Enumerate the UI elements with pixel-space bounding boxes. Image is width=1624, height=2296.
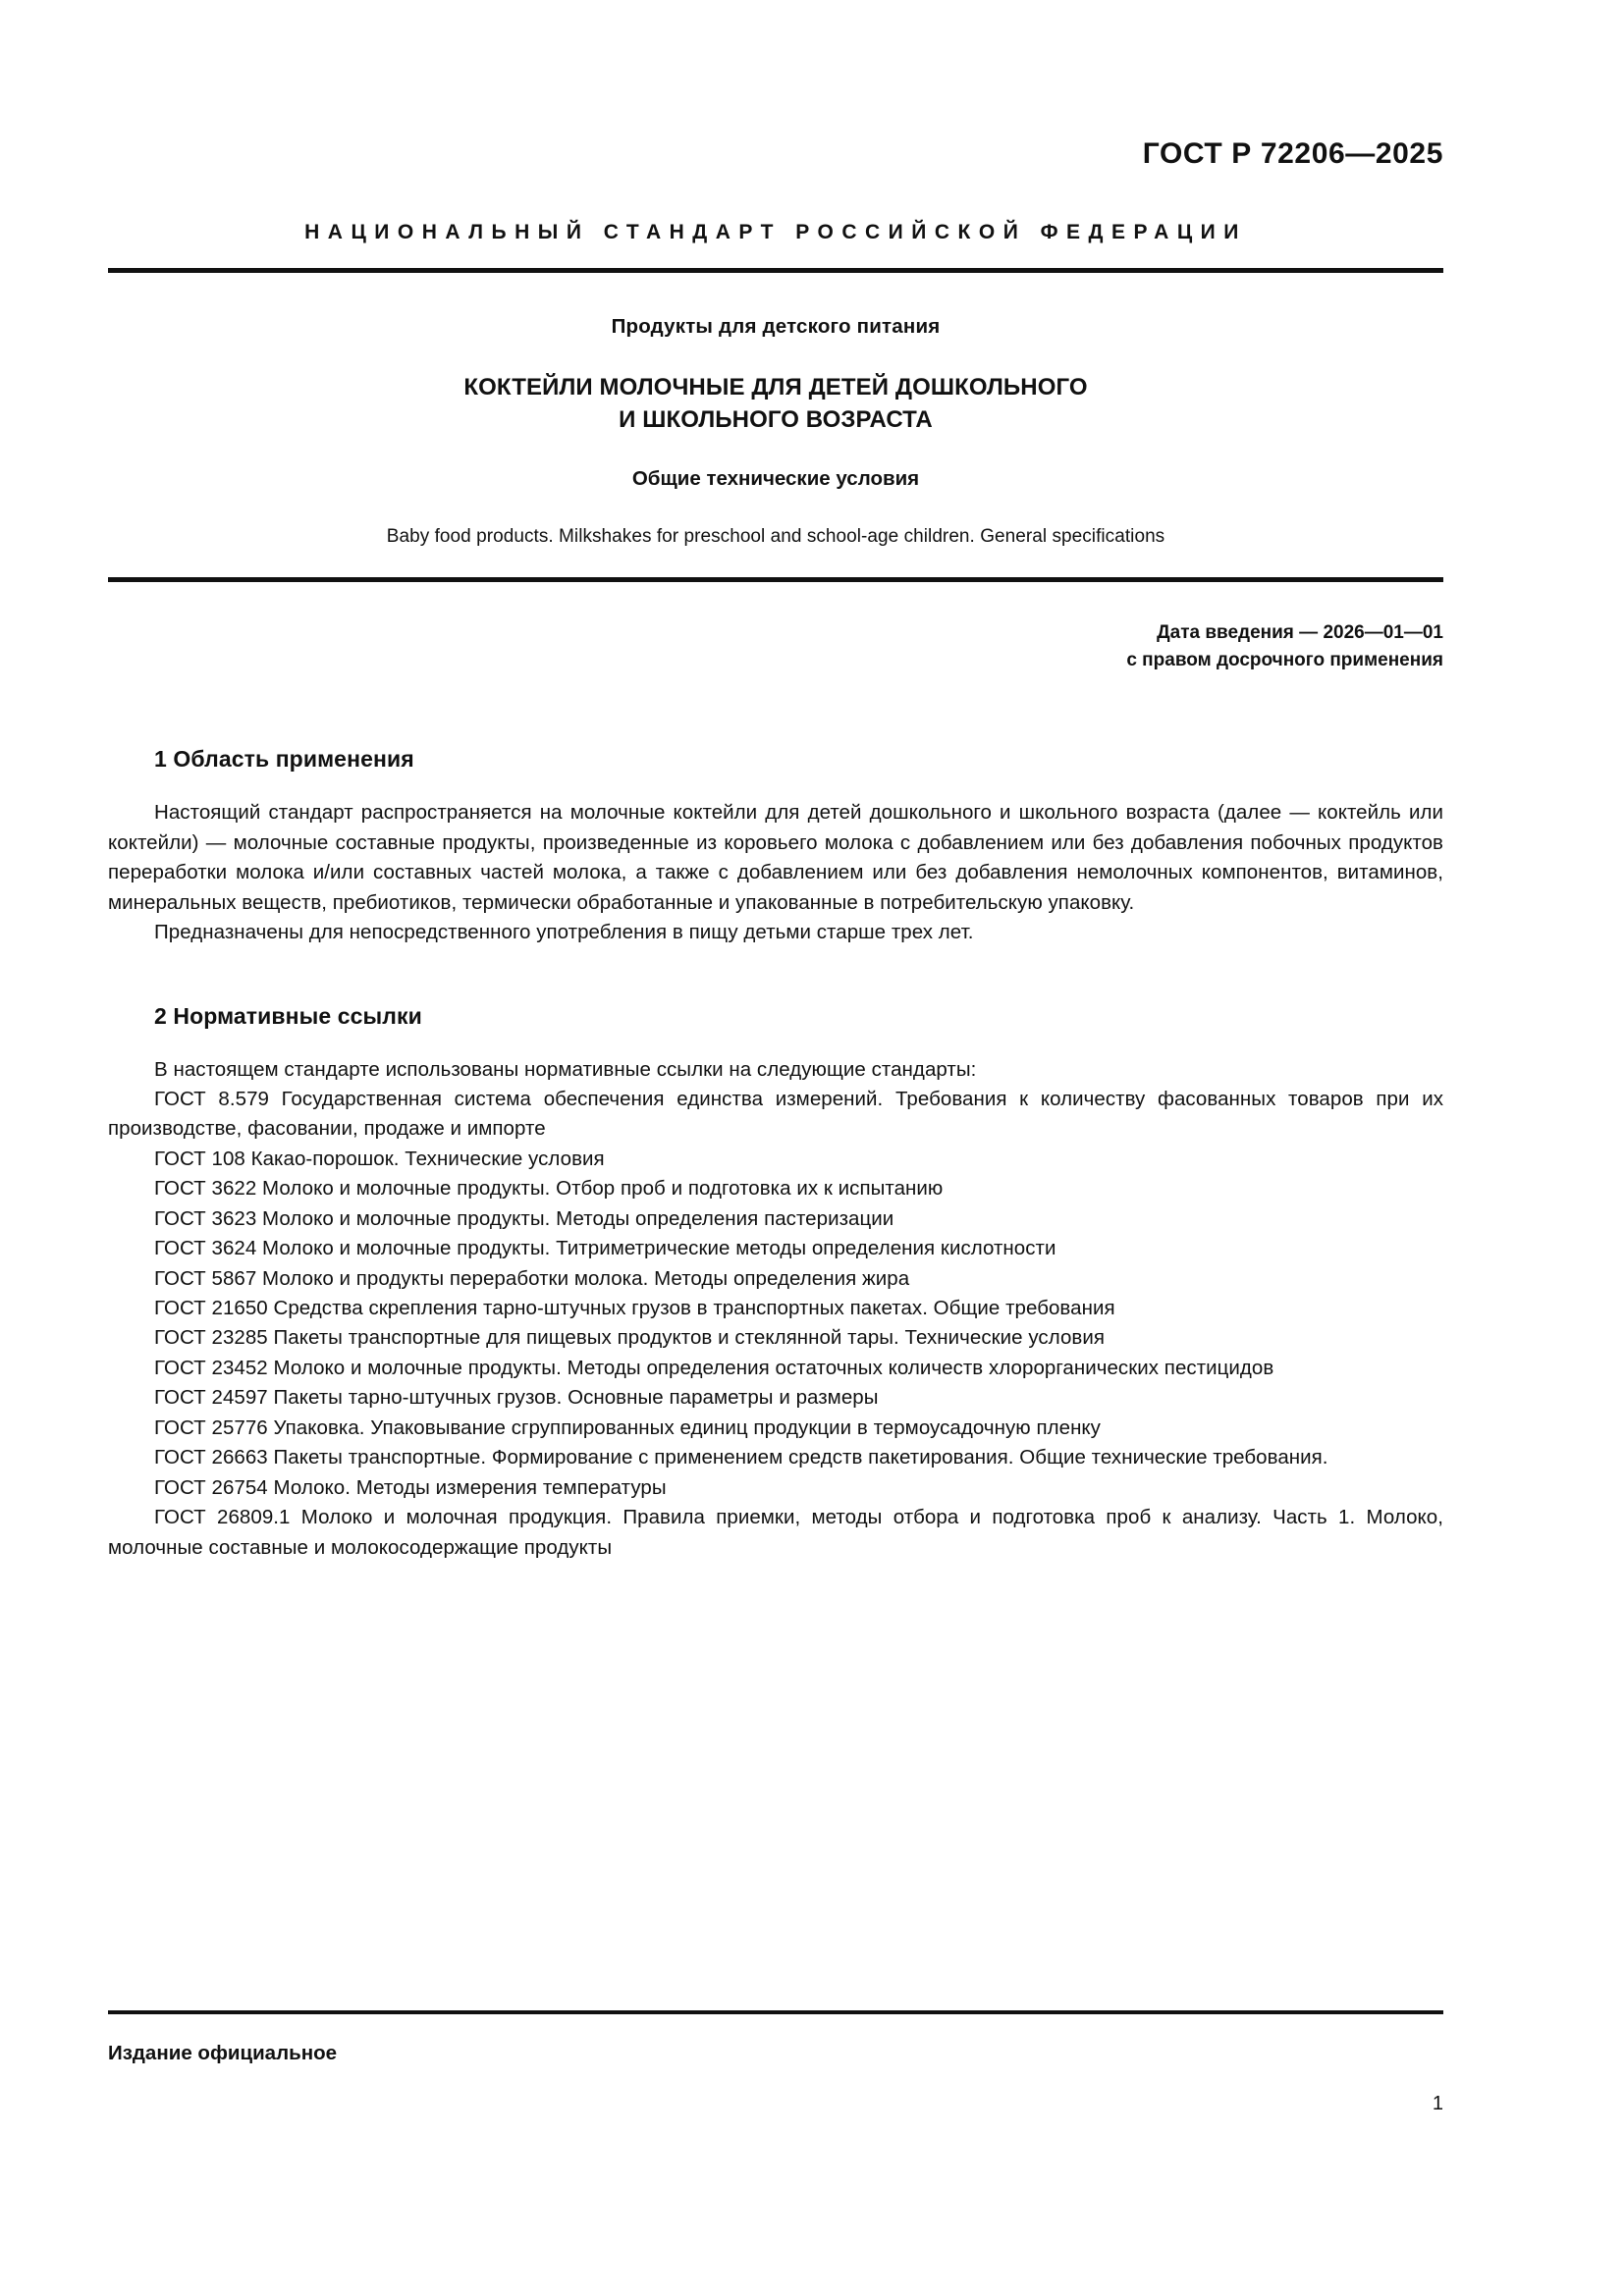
section-scope-paragraph-1: Настоящий стандарт распространяется на молочные коктейли для детей дошкольного и школьного возраста (далее — коктейль или коктейли) — молочные составные продукты, произведенные из коровьего молока с добавлением или без добавления побочных продуктов переработки молока и/или составных частей молока, а также с добавлением или без добавления немолочных компонентов, витаминов, минеральных веществ, пребиотиков, термически обработанные и упакованные в потребительскую упаковку. [108,801,1443,914]
document-title [108,371,1443,436]
section-scope-heading: 1 Область применения [154,746,414,773]
section-normative-references-heading: 2 Нормативные ссылки [154,1002,422,1029]
normative-reference-item: ГОСТ 25776 Упаковка. Упаковывание сгруппированных единиц продукции в термоусадочную пленку [154,1415,1101,1439]
page-number: 1 [1432,2093,1443,2114]
page-footer [108,2010,1443,2114]
normative-reference-item: ГОСТ 23452 Молоко и молочные продукты. Методы определения остаточных количеств хлорорганических пестицидов [154,1356,1274,1379]
normative-reference-item: ГОСТ 5867 Молоко и продукты переработки молока. Методы определения жира [154,1266,910,1290]
normative-reference-item: ГОСТ 3623 Молоко и молочные продукты. Методы определения пастеризации [154,1206,894,1230]
normative-reference-item: ГОСТ 26663 Пакеты транспортные. Формирование с применением средств пакетирования. Общие технические требования. [154,1446,1328,1469]
title-kicker: Продукты для детского питания [611,315,941,338]
page-content [108,0,1443,2296]
header-rule-bottom [108,577,1443,582]
normative-reference-item: ГОСТ 3624 Молоко и молочные продукты. Титриметрические методы определения кислотности [154,1237,1056,1260]
section-normative-references [108,1003,1443,1563]
title-block [108,273,1443,548]
standard-number: ГОСТ Р 72206—2025 [1142,137,1443,170]
section-scope [108,746,1443,947]
title-subtitle: Общие технические условия [631,467,920,491]
effective-date: Дата введения — 2026—01—01 [1157,622,1443,644]
document-title-line-2: И ШКОЛЬНОГО ВОЗРАСТА [619,406,933,434]
normative-reference-item: ГОСТ 26754 Молоко. Методы измерения температуры [154,1475,667,1499]
normative-reference-item: ГОСТ 23285 Пакеты транспортные для пищевых продуктов и стеклянной тары. Технические условия [154,1326,1105,1350]
footer-rule [108,2010,1443,2014]
normative-reference-item: ГОСТ 3622 Молоко и молочные продукты. Отбор проб и подготовка их к испытанию [154,1177,944,1201]
official-edition-note: Издание официальное [108,2042,338,2064]
title-english: Baby food products. Milkshakes for preschool and school-age children. General specifications [386,526,1165,548]
effective-date-block [108,619,1443,673]
normative-reference-item: ГОСТ 108 Какао-порошок. Технические условия [154,1147,605,1170]
normative-references-list [108,1085,1443,1563]
normative-references-intro: В настоящем стандарте использованы нормативные ссылки на следующие стандарты: [154,1057,977,1081]
normative-reference-item: ГОСТ 24597 Пакеты тарно-штучных грузов. Основные параметры и размеры [154,1386,879,1410]
section-scope-paragraph-2: Предназначены для непосредственного употребления в пищу детьми старше трех лет. [154,921,974,944]
document-title-line-1: КОКТЕЙЛИ МОЛОЧНЫЕ ДЛЯ ДЕТЕЙ ДОШКОЛЬНОГО [463,374,1088,400]
national-standard-line: НАЦИОНАЛЬНЫЙ СТАНДАРТ РОССИЙСКОЙ ФЕДЕРАЦИИ [304,221,1247,243]
normative-reference-item: ГОСТ 8.579 Государственная система обеспечения единства измерений. Требования к количеству фасованных товаров при их производстве, фасовании, продаже и импорте [108,1087,1443,1141]
normative-reference-item: ГОСТ 21650 Средства скрепления тарно-штучных грузов в транспортных пакетах. Общие требования [154,1297,1115,1319]
normative-reference-item: ГОСТ 26809.1 Молоко и молочная продукция. Правила приемки, методы отбора и подготовка проб к анализу. Часть 1. Молоко, молочные составные и молокосодержащие продукты [108,1506,1443,1559]
early-application-note: с правом досрочного применения [1126,649,1443,670]
